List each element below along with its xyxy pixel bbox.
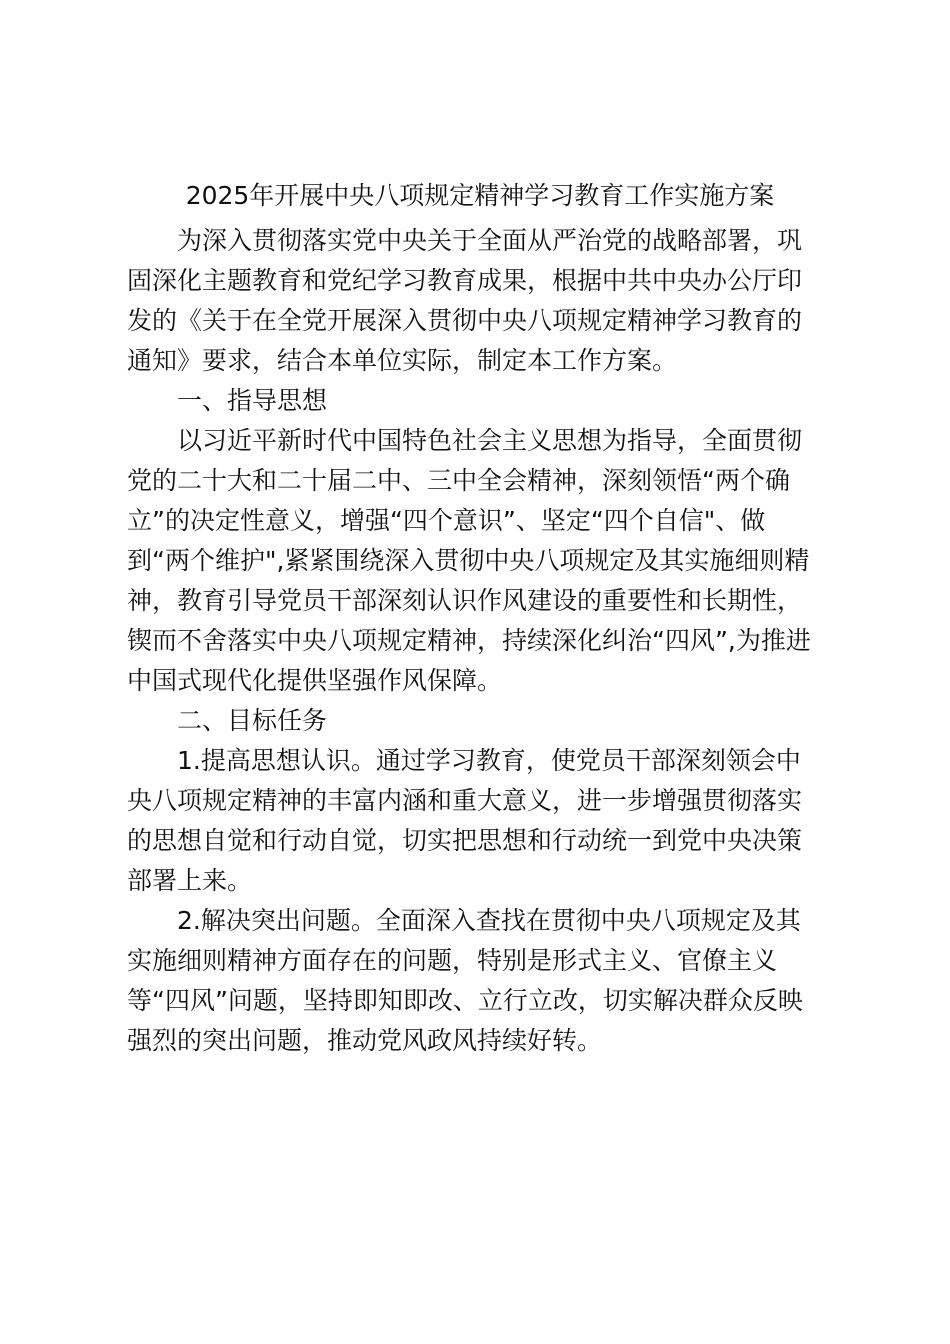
section-heading-guiding-thought bbox=[127, 381, 827, 421]
paragraph-line: 到“两个维护",紧紧围绕深入贯彻中央八项规定及其实施细则精 bbox=[127, 546, 810, 575]
paragraph-line: 实施细则精神方面存在的问题，特别是形式主义、官僚主义 bbox=[127, 946, 778, 975]
paragraph-line: 为深入贯彻落实党中央关于全面从严治党的战略部署，巩 bbox=[177, 226, 803, 255]
paragraph-line: 神，教育引导党员干部深刻认识作风建设的重要性和长期性， bbox=[127, 586, 803, 615]
section-heading-goals bbox=[127, 701, 827, 741]
goal-item-1 bbox=[127, 741, 827, 901]
goal-item-2 bbox=[127, 901, 827, 1061]
document-title: 2025年开展中央八项规定精神学习教育工作实施方案 bbox=[185, 181, 775, 210]
guiding-thought-paragraph bbox=[127, 421, 827, 701]
paragraph-line: 通知》要求，结合本单位实际，制定本工作方案。 bbox=[127, 346, 678, 375]
paragraph-line: 的思想自觉和行动自觉，切实把思想和行动统一到党中央决策 bbox=[127, 826, 803, 855]
paragraph-line: 1.提高思想认识。通过学习教育，使党员干部深刻领会中 bbox=[177, 746, 801, 775]
paragraph-line: 中国式现代化提供坚强作风保障。 bbox=[127, 666, 503, 695]
paragraph-line: 以习近平新时代中国特色社会主义思想为指导，全面贯彻 bbox=[177, 426, 803, 455]
paragraph-line: 党的二十大和二十届二中、三中全会精神，深刻领悟“两个确 bbox=[127, 466, 790, 495]
paragraph-line: 等“四风”问题，坚持即知即改、立行立改，切实解决群众反映 bbox=[127, 986, 803, 1015]
document-body bbox=[127, 221, 827, 1061]
paragraph-line: 固深化主题教育和党纪学习教育成果，根据中共中央办公厅印 bbox=[127, 266, 803, 295]
section-heading: 二、目标任务 bbox=[177, 706, 328, 735]
paragraph-line: 部署上来。 bbox=[127, 866, 253, 895]
intro-paragraph bbox=[127, 221, 827, 381]
paragraph-line: 立”的决定性意义，增强“四个意识”、坚定“四个自信"、做 bbox=[127, 506, 766, 535]
paragraph-line: 锲而不舍落实中央八项规定精神，持续深化纠治“四风”,为推进 bbox=[127, 626, 811, 655]
paragraph-line: 发的《关于在全党开展深入贯彻中央八项规定精神学习教育的 bbox=[127, 306, 803, 335]
paragraph-line: 央八项规定精神的丰富内涵和重大意义，进一步增强贯彻落实 bbox=[127, 786, 803, 815]
paragraph-line: 强烈的突出问题，推动党风政风持续好转。 bbox=[127, 1026, 603, 1055]
paragraph-line: 2.解决突出问题。全面深入查找在贯彻中央八项规定及其 bbox=[177, 906, 801, 935]
section-heading: 一、指导思想 bbox=[177, 386, 328, 415]
